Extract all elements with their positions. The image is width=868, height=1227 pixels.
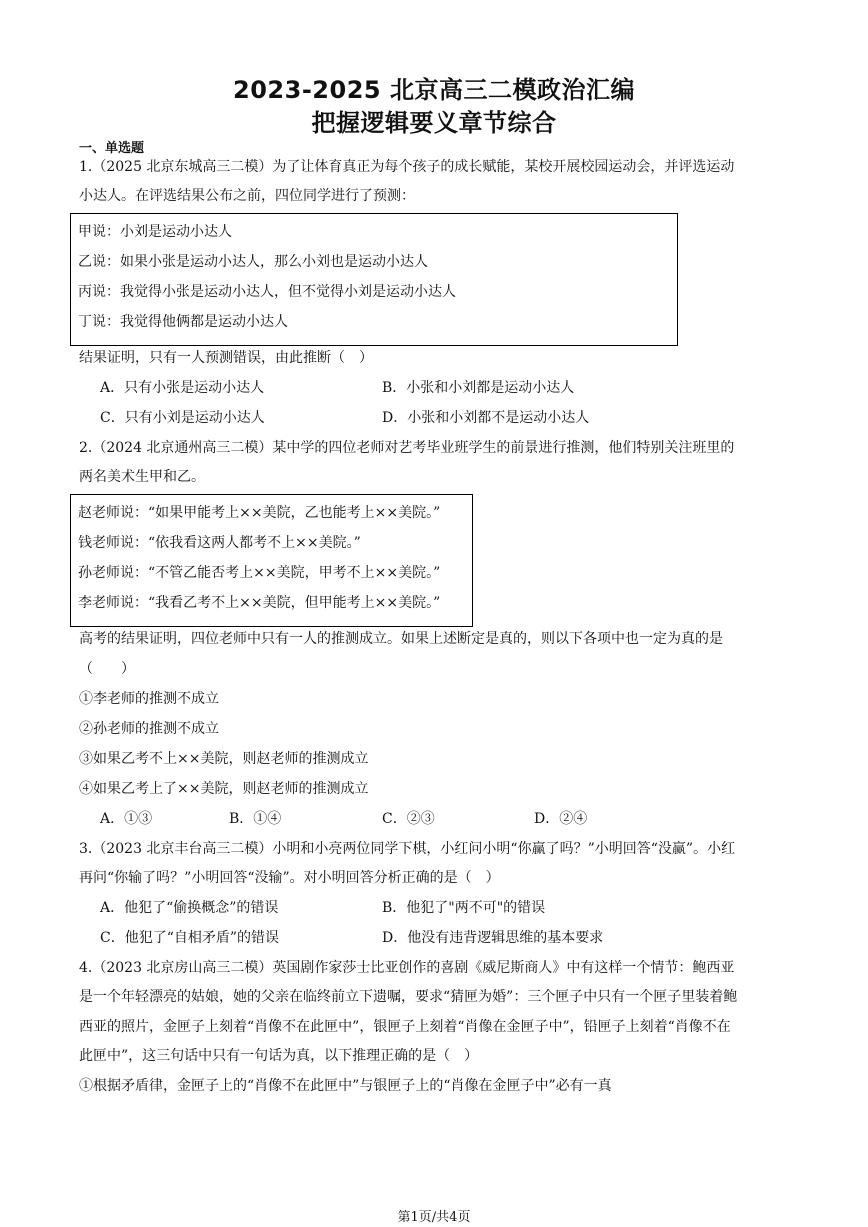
q1-prediction-yi: 乙说：如果小张是运动小达人，那么小刘也是运动小达人 — [78, 254, 428, 270]
q1-stem-line-2: 小达人。在评选结果公布之前，四位同学进行了预测： — [79, 188, 415, 204]
q4-stem-line-4: 此匣中”，这三句话中只有一句话为真，以下推理正确的是（ ） — [79, 1048, 479, 1064]
q2-teacher-sun: 孙老师说：“不管乙能否考上××美院，甲考不上××美院。” — [78, 565, 441, 581]
section-heading: 一、单选题 — [79, 141, 145, 156]
q1-prediction-bing: 丙说：我觉得小张是运动小达人，但不觉得小刘是运动小达人 — [78, 284, 456, 300]
q2-teacher-zhao: 赵老师说：“如果甲能考上××美院，乙也能考上××美院。” — [78, 505, 441, 521]
q2-option-d: D．②④ — [534, 811, 588, 827]
q2-item-2: ②孙老师的推测不成立 — [79, 721, 219, 737]
q2-question-line-2: （ ） — [79, 661, 135, 677]
q4-stem-line-3: 西亚的照片，金匣子上刻着“肖像不在此匣中”，银匣子上刻着“肖像在金匣子中”，铅匣子上刻着“肖像不在 — [79, 1019, 731, 1035]
q2-option-c: C．②③ — [382, 811, 435, 827]
q2-item-4: ④如果乙考上了××美院，则赵老师的推测成立 — [79, 781, 369, 797]
q3-option-a: A．他犯了“偷换概念”的错误 — [100, 900, 279, 916]
q1-prediction-box — [70, 213, 678, 346]
q2-teacher-qian: 钱老师说：“依我看这两人都考不上××美院。” — [78, 535, 361, 551]
document-title: 2023-2025 北京高三二模政治汇编 — [233, 76, 635, 104]
q3-stem-line-2: 再问“你输了吗？”小明回答“没输”。对小明回答分析正确的是（ ） — [79, 870, 500, 886]
q4-stem-line-1: 4.（2023 北京房山高三二模）英国剧作家莎士比亚创作的喜剧《威尼斯商人》中有这样一个情节：鲍西亚 — [79, 960, 735, 976]
q2-question-line-1: 高考的结果证明，四位老师中只有一人的推测成立。如果上述断定是真的，则以下各项中也一定为真的是 — [79, 631, 723, 647]
q2-item-3: ③如果乙考不上××美院，则赵老师的推测成立 — [79, 751, 369, 767]
q1-option-a: A．只有小张是运动小达人 — [100, 380, 265, 396]
q2-teacher-li: 李老师说：“我看乙考不上××美院，但甲能考上××美院。” — [78, 595, 441, 611]
q3-option-c: C．他犯了“自相矛盾”的错误 — [100, 930, 280, 946]
q2-stem-line-1: 2.（2024 北京通州高三二模）某中学的四位老师对艺考毕业班学生的前景进行推测，他们特别关注班里的 — [79, 440, 735, 456]
q3-option-d: D．他没有违背逻辑思维的基本要求 — [382, 930, 604, 946]
page-number: 第1页/共4页 — [397, 1210, 471, 1225]
q1-option-d: D．小张和小刘都不是运动小达人 — [382, 410, 590, 426]
q4-item-1: ①根据矛盾律，金匣子上的“肖像不在此匣中”与银匣子上的“肖像在金匣子中”必有一真 — [79, 1078, 612, 1094]
q1-stem-line-1: 1.（2025 北京东城高三二模）为了让体育真正为每个孩子的成长赋能，某校开展校园运动会，并评选运动 — [79, 159, 735, 175]
q1-prediction-jia: 甲说：小刘是运动小达人 — [78, 224, 232, 240]
q3-stem-line-1: 3.（2023 北京丰台高三二模）小明和小亮两位同学下棋，小红问小明“你赢了吗？”小明回答“没赢”。小红 — [79, 841, 736, 857]
q2-option-a: A．①③ — [100, 811, 153, 827]
q1-option-b: B．小张和小刘都是运动小达人 — [382, 380, 575, 396]
q2-stem-line-2: 两名美术生甲和乙。 — [79, 469, 205, 485]
q1-question: 结果证明，只有一人预测错误，由此推断（ ） — [79, 350, 373, 366]
q3-option-b: B．他犯了"两不可"的错误 — [382, 900, 546, 916]
q4-stem-line-2: 是一个年轻漂亮的姑娘，她的父亲在临终前立下遗嘱，要求“猜匣为婚”：三个匣子中只有一个匣子里装着鲍 — [79, 989, 738, 1005]
document-subtitle: 把握逻辑要义章节综合 — [311, 109, 557, 137]
q2-item-1: ①李老师的推测不成立 — [79, 691, 219, 707]
q1-prediction-ding: 丁说：我觉得他俩都是运动小达人 — [78, 314, 288, 330]
q2-teachers-box — [70, 494, 473, 627]
q2-option-b: B．①④ — [229, 811, 282, 827]
q1-option-c: C．只有小刘是运动小达人 — [100, 410, 265, 426]
